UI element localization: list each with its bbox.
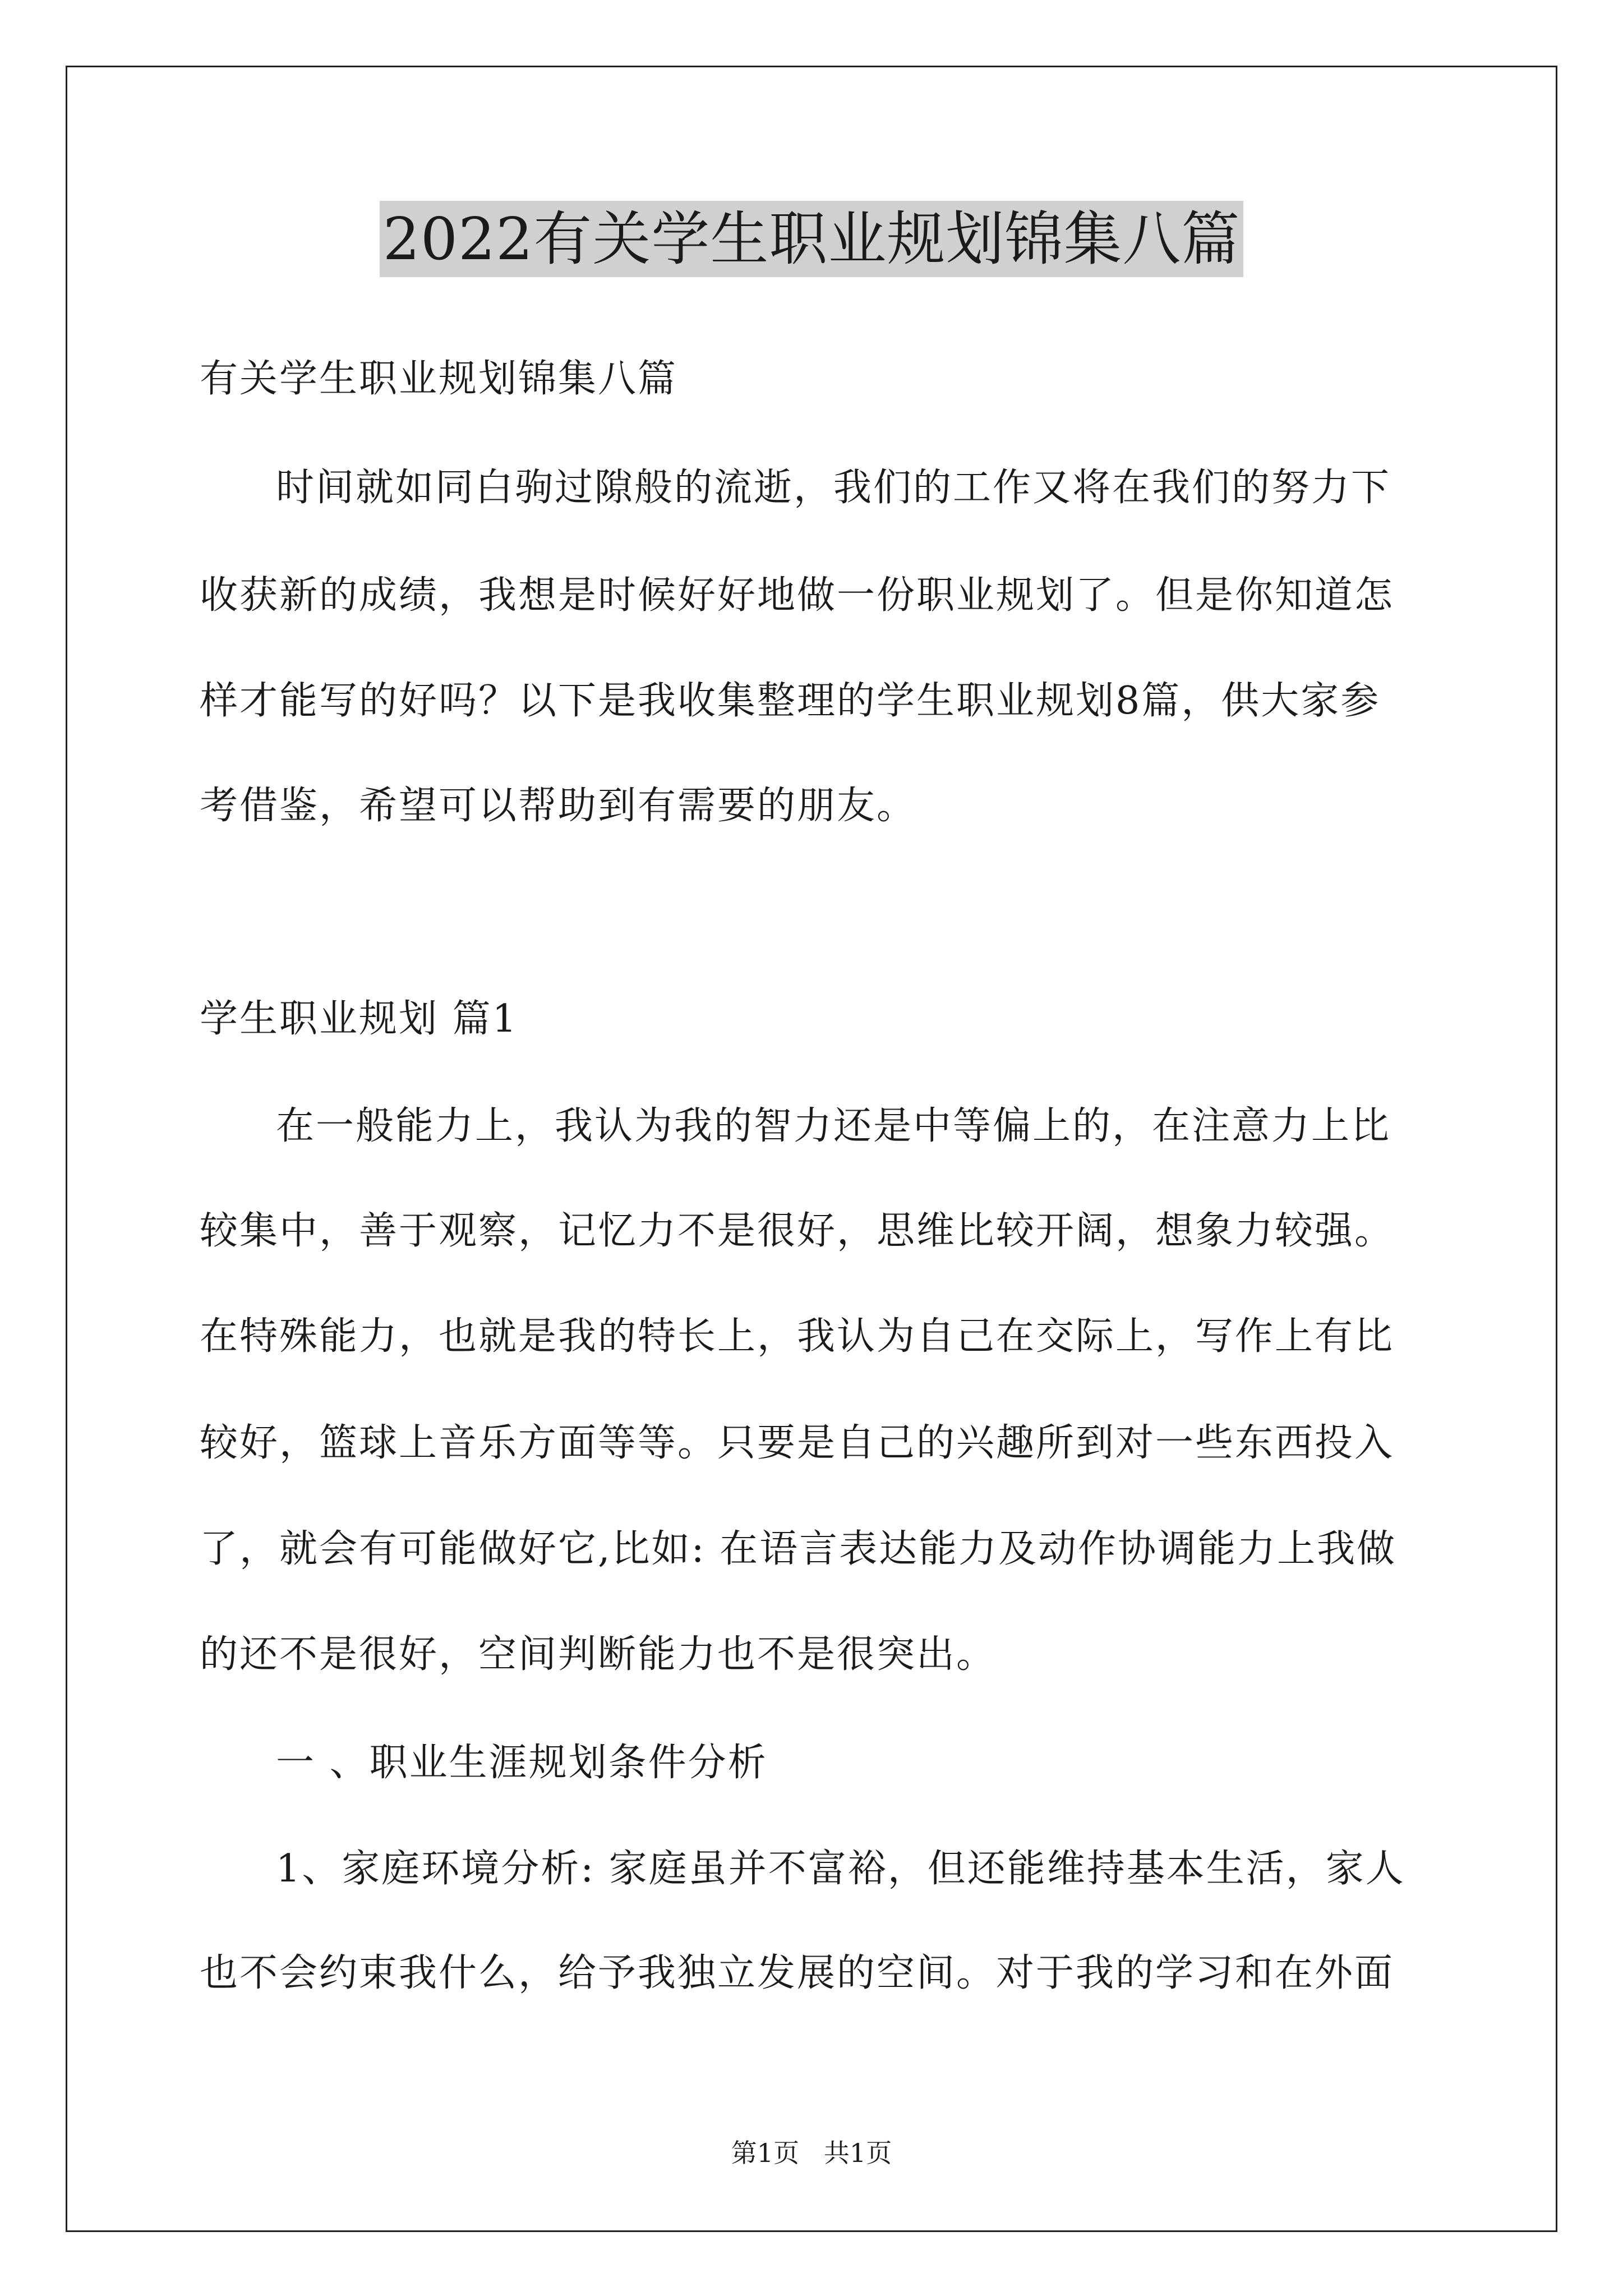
intro-line: 样才能写的好吗？以下是我收集整理的学生职业规划8篇，供大家参 — [200, 679, 1381, 723]
section-heading: 学生职业规划 篇1 — [200, 997, 518, 1041]
body-line: 在特殊能力，也就是我的特长上，我认为自己在交际上，写作上有比 — [200, 1314, 1395, 1359]
body-line: 较集中，善于观察，记忆力不是很好，思维比较开阔，想象力较强。 — [200, 1209, 1395, 1253]
page-number-footer: 第1页 共1页 — [731, 2138, 892, 2168]
family-line: 1、家庭环境分析: 家庭虽并不富裕，但还能维持基本生活，家人 — [276, 1847, 1405, 1891]
body-line: 了，就会有可能做好它,比如: 在语言表达能力及动作协调能力上我做 — [200, 1527, 1397, 1571]
body-line: 在一般能力上，我认为我的智力还是中等偏上的，在注意力上比 — [276, 1104, 1391, 1148]
document-title: 2022有关学生职业规划锦集八篇 — [380, 201, 1244, 277]
family-line: 也不会约束我什么，给予我独立发展的空间。对于我的学习和在外面 — [200, 1951, 1395, 1995]
sub-heading: 一 、职业生涯规划条件分析 — [276, 1741, 768, 1785]
intro-line: 时间就如同白驹过隙般的流逝，我们的工作又将在我们的努力下 — [276, 466, 1391, 510]
document-subtitle: 有关学生职业规划锦集八篇 — [200, 357, 678, 401]
intro-line: 考借鉴，希望可以帮助到有需要的朋友。 — [200, 784, 917, 828]
intro-line: 收获新的成绩，我想是时候好好地做一份职业规划了。但是你知道怎 — [200, 573, 1395, 618]
body-line: 的还不是很好，空间判断能力也不是很突出。 — [200, 1632, 997, 1677]
body-line: 较好，篮球上音乐方面等等。只要是自己的兴趣所到对一些东西投入 — [200, 1421, 1395, 1465]
